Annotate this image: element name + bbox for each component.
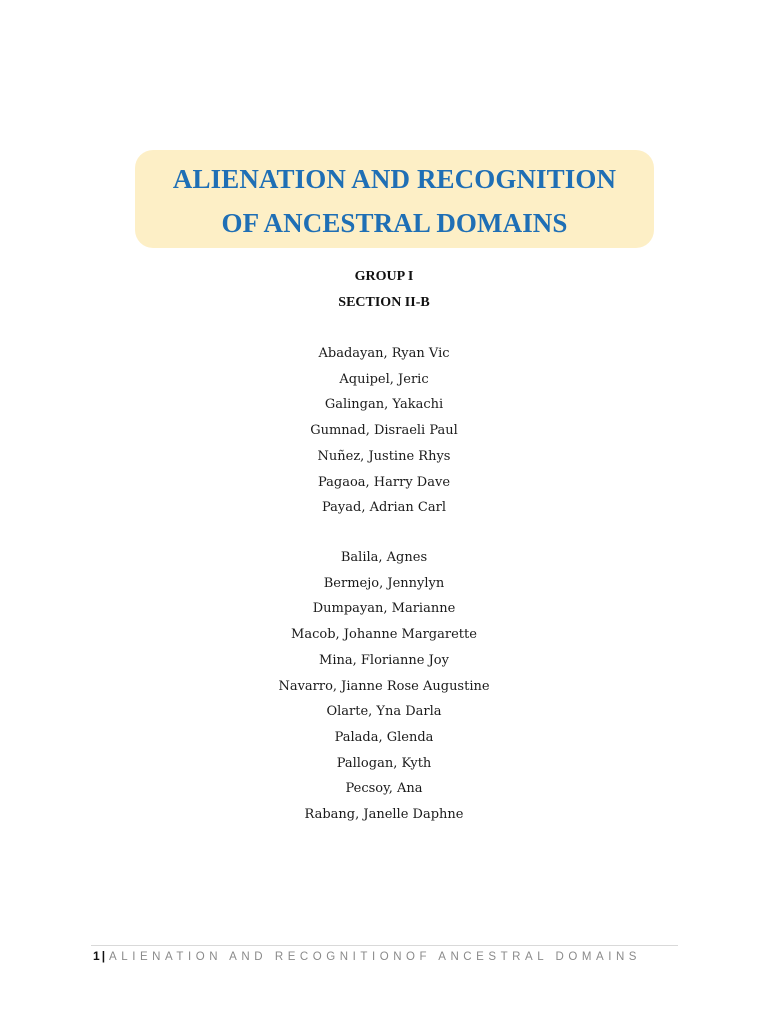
member-name: Dumpayan, Marianne — [312, 601, 456, 617]
page-footer — [93, 947, 641, 966]
member-list-2 — [0, 545, 768, 828]
title-box — [135, 150, 654, 248]
member-list-1 — [0, 341, 768, 521]
title-line-2: OF ANCESTRAL DOMAINS — [221, 208, 568, 238]
section-name: SECTION II-B — [338, 295, 430, 310]
group-name: GROUP I — [354, 269, 414, 284]
group-info — [0, 264, 768, 316]
member-name: Nuñez, Justine Rhys — [317, 448, 451, 464]
member-name: Olarte, Yna Darla — [326, 704, 442, 720]
member-name: Rabang, Janelle Daphne — [304, 807, 464, 823]
footer-running-title: ALIENATION AND RECOGNITIONOF ANCESTRAL DOMAINS — [109, 951, 642, 963]
member-name: Pallogan, Kyth — [336, 755, 432, 771]
member-name: Navarro, Jianne Rose Augustine — [278, 678, 490, 694]
title-line-1: ALIENATION AND RECOGNITION — [172, 164, 617, 194]
member-name: Macob, Johanne Margarette — [291, 627, 477, 643]
member-name: Gumnad, Disraeli Paul — [310, 423, 458, 439]
member-name: Bermejo, Jennylyn — [323, 575, 445, 591]
page-number: 1 — [93, 949, 100, 963]
member-name: Pecsoy, Ana — [345, 781, 423, 797]
member-name: Palada, Glenda — [334, 729, 434, 745]
footer-divider — [91, 945, 678, 946]
member-name: Payad, Adrian Carl — [321, 500, 446, 516]
member-name: Abadayan, Ryan Vic — [318, 346, 450, 361]
member-name: Balila, Agnes — [340, 550, 428, 565]
footer-separator: | — [101, 949, 106, 963]
member-name: Galingan, Yakachi — [324, 397, 444, 413]
member-name: Mina, Florianne Joy — [319, 652, 449, 668]
member-name: Pagaoa, Harry Dave — [317, 474, 451, 490]
member-name: Aquipel, Jeric — [339, 371, 429, 387]
